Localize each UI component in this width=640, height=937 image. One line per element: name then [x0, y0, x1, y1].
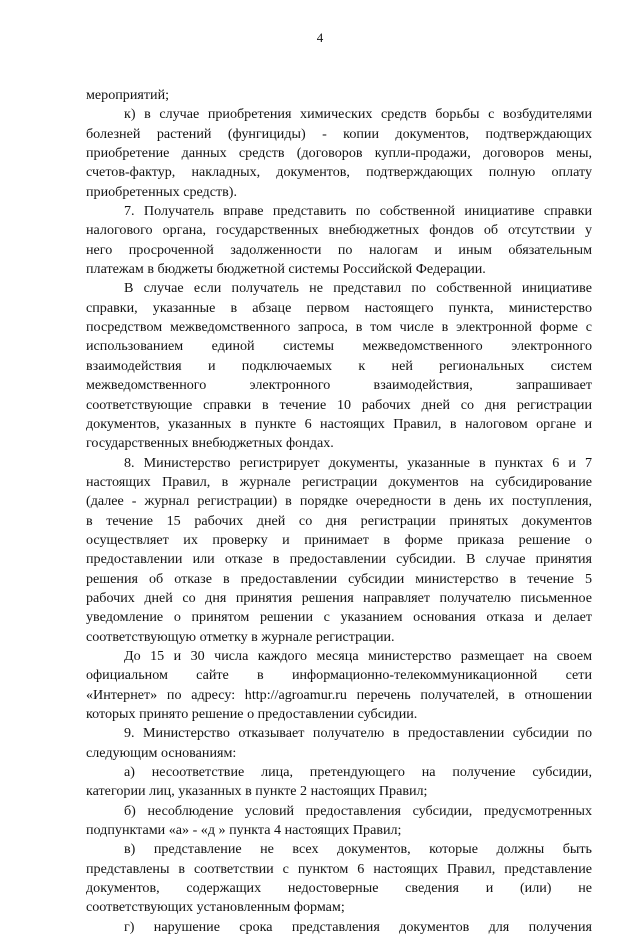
text-line: него просроченной задолженности по налогам и иным обязательным — [86, 241, 592, 258]
text-line: представлены в соответствии с пунктом 6 настоящих Правил, представление — [86, 860, 592, 877]
text-line: а) несоответствие лица, претендующего на получение субсидии, — [124, 764, 592, 781]
text-line: счетов-фактур, накладных, документов, подтверждающих полную оплату — [86, 164, 592, 181]
text-line: в) представление не всех документов, которые должны быть — [124, 841, 592, 858]
text-line: документов, содержащих недостоверные сведения и (или) не — [86, 880, 592, 897]
text-line: г) нарушение срока представления документов для получения — [124, 918, 592, 935]
text-line: справки, указанные в абзаце первом настоящего пункта, министерство — [86, 299, 592, 316]
text-line: приобретенных средств). — [86, 183, 238, 200]
text-line: посредством межведомственного запроса, в том числе в электронной форме с — [86, 319, 592, 336]
text-line: 7. Получатель вправе представить по собственной инициативе справки — [124, 203, 592, 220]
text-line: 9. Министерство отказывает получателю в предоставлении субсидии по — [124, 725, 592, 742]
text-line: 8. Министерство регистрирует документы, указанные в пунктах 6 и 7 — [124, 454, 592, 471]
text-line: налогового органа, государственных внебюджетных фондов об отсутствии у — [86, 222, 592, 239]
text-line: В случае если получатель не представил по собственной инициативе — [124, 280, 592, 297]
text-line: приобретение данных средств (договоров купли-продажи, договоров мены, — [86, 145, 592, 162]
text-line: предоставлении или отказе в предоставлении субсидии. В случае принятия — [86, 551, 592, 568]
text-line: До 15 и 30 числа каждого месяца министерство размещает на своем — [124, 647, 592, 664]
text-line: б) несоблюдение условий предоставления субсидии, предусмотренных — [124, 802, 592, 819]
text-line: уведомление о принятом решении с указанием основания отказа и делает — [86, 609, 592, 626]
text-line: мероприятий; — [86, 87, 170, 103]
text-line: использованием единой системы межведомственного электронного — [86, 338, 592, 355]
text-line: «Интернет» по адресу: http://agroamur.ru перечень получателей, в отношении — [86, 686, 592, 703]
text-line: решения об отказе в предоставлении субсидии министерство в течение 5 — [86, 570, 592, 587]
text-line: в течение 15 рабочих дней со дня регистрации принятых документов — [86, 512, 592, 529]
text-line: которых принято решение о предоставлении субсидии. — [86, 706, 418, 722]
text-line: болезней растений (фунгициды) - копии документов, подтверждающих — [86, 125, 592, 142]
text-line: осуществляет их проверку и принимает в форме приказа решение о — [86, 531, 592, 548]
text-line: категории лиц, указанных в пункте 2 настоящих Правил; — [86, 783, 428, 800]
text-line: следующим основаниям: — [86, 744, 237, 761]
text-line: государственных внебюджетных фондах. — [86, 435, 334, 452]
text-line: официальном сайте в информационно-телекоммуникационной сети — [86, 667, 592, 684]
text-line: платежам в бюджеты бюджетной системы Российской Федерации. — [86, 261, 486, 278]
text-line: соответствующую отметку в журнале регистрации. — [86, 628, 395, 645]
text-line: взаимодействия и подключаемых к ней региональных систем — [86, 357, 592, 374]
text-line: соответствующие справки в течение 10 рабочих дней со дня регистрации — [86, 396, 592, 413]
text-line: межведомственного электронного взаимодействия, запрашивает — [86, 377, 592, 394]
text-line: к) в случае приобретения химических средств борьбы с возбудителями — [124, 106, 592, 123]
text-line: подпунктами «а» - «д » пункта 4 настоящих Правил; — [86, 822, 402, 839]
text-line: рабочих дней со дня принятия решения направляет получателю письменное — [86, 589, 592, 606]
text-line: соответствующих установленным формам; — [86, 899, 345, 916]
page-number: 4 — [316, 30, 324, 45]
text-line: (далее - журнал регистрации) в порядке очередности в день их поступления, — [86, 493, 592, 510]
text-line: документов, указанных в пункте 6 настоящих Правил, в налоговом органе и — [86, 415, 592, 432]
text-line: настоящих Правил, в журнале регистрации документов на субсидирование — [86, 473, 592, 490]
document-body — [86, 86, 592, 937]
